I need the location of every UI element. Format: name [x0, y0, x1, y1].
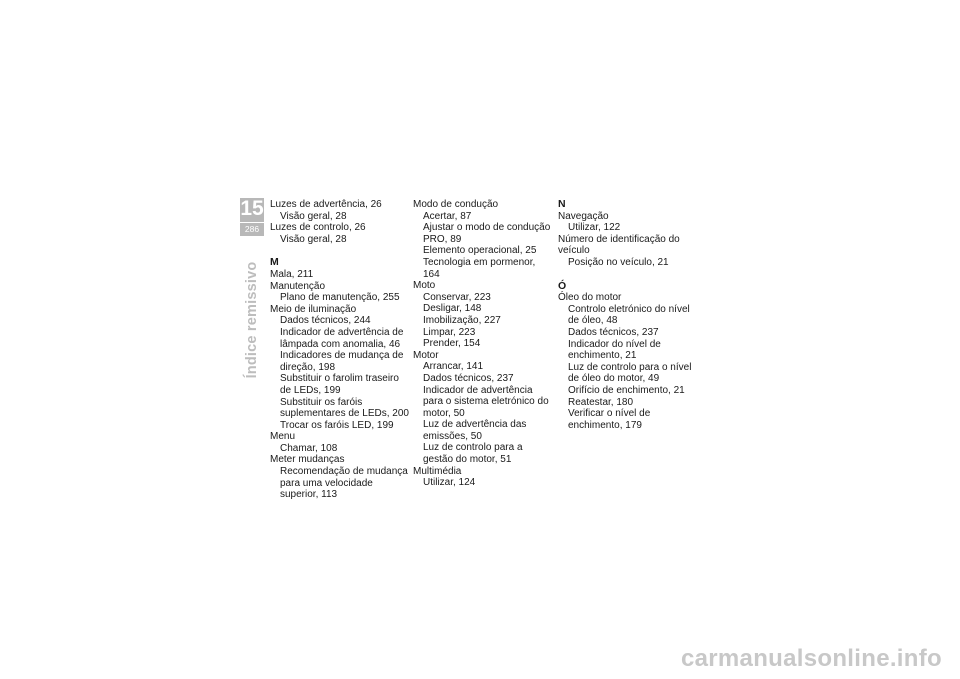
index-subentry: Dados técnicos, 237	[568, 326, 659, 338]
index-entry	[270, 304, 410, 432]
index-subentry: Desligar, 148	[423, 303, 482, 315]
index-subentry: Substituir os faróis suplementares de LEDs, 200	[280, 396, 409, 420]
index-term: Multimédia	[413, 465, 462, 477]
index-subentry: Dados técnicos, 237	[423, 372, 514, 384]
index-subentry: Arrancar, 141	[423, 361, 484, 373]
index-term: Luzes de controlo, 26	[270, 222, 366, 234]
index-subentry: Chamar, 108	[280, 442, 338, 454]
index-entry	[270, 222, 410, 245]
index-subentry: Plano de manutenção, 255	[280, 292, 400, 304]
index-subentry: Indicador de advertência de lâmpada com anomalia, 46	[280, 326, 404, 350]
index-column-3	[558, 199, 698, 431]
index-entry	[270, 431, 410, 454]
chapter-tab-divider	[240, 222, 264, 223]
index-term: Mala, 211	[270, 268, 314, 280]
index-term: Luzes de advertência, 26	[270, 199, 382, 210]
index-subentry: Elemento operacional, 25	[423, 245, 537, 257]
index-subentry: Posição no veículo, 21	[568, 256, 669, 268]
page-number: 286	[244, 224, 260, 234]
index-term: Motor	[413, 349, 439, 361]
index-entry	[413, 350, 553, 466]
index-term: Modo de condução	[413, 199, 499, 210]
index-term: Número de identificação do veículo	[558, 233, 680, 257]
index-term: Meter mudanças	[270, 454, 345, 466]
index-subentry: Luz de controlo para a gestão do motor, 51	[423, 442, 523, 466]
index-column-1	[270, 199, 410, 501]
index-term: Navegação	[558, 210, 609, 222]
index-term: Meio de iluminação	[270, 303, 357, 315]
index-subentry: Controlo eletrónico do nível de óleo, 48	[568, 303, 690, 327]
index-subentry: Imobilização, 227	[423, 314, 501, 326]
index-entry	[558, 234, 698, 269]
index-subentry: Dados técnicos, 244	[280, 315, 371, 327]
index-subentry: Conservar, 223	[423, 291, 491, 303]
index-subentry: Prender, 154	[423, 338, 481, 350]
index-term: Moto	[413, 280, 436, 292]
index-subentry: Tecnologia em pormenor, 164	[423, 256, 536, 280]
index-subentry: Visão geral, 28	[280, 210, 347, 222]
index-entry	[558, 292, 698, 431]
index-term: Menu	[270, 431, 296, 443]
index-entry	[270, 281, 410, 304]
index-subentry: Limpar, 223	[423, 326, 476, 338]
index-subentry: Indicadores de mudança de direção, 198	[280, 350, 404, 373]
index-subentry: Substituir o farolim traseiro de LEDs, 199	[280, 373, 399, 396]
index-term: Óleo do motor	[558, 292, 622, 304]
index-subentry: Verificar o nível de enchimento, 179	[568, 408, 651, 431]
index-entry	[413, 199, 553, 280]
index-column-2	[413, 199, 553, 489]
index-subentry: Utilizar, 124	[423, 477, 476, 489]
index-subentry: Ajustar o modo de condução PRO, 89	[423, 222, 551, 245]
index-entry	[270, 199, 410, 222]
chapter-number: 15	[240, 197, 264, 220]
chapter-tab	[240, 198, 264, 236]
index-subentry: Acertar, 87	[423, 210, 472, 222]
index-subentry: Recomendação de mudança para uma velocidade superior, 113	[280, 466, 408, 501]
index-subentry: Luz de advertência das emissões, 50	[423, 419, 527, 442]
section-title: Índice remissivo	[244, 261, 260, 379]
index-entry	[413, 466, 553, 489]
index-subentry: Indicador de advertência para o sistema eletrónico do motor, 50	[423, 384, 549, 419]
index-subentry: Utilizar, 122	[568, 222, 621, 234]
index-subentry: Visão geral, 28	[280, 233, 347, 245]
index-subentry: Trocar os faróis LED, 199	[280, 419, 394, 431]
index-letter-heading: Ó	[558, 279, 567, 292]
index-subentry: Reatestar, 180	[568, 396, 634, 408]
watermark: carmanualsonline.info	[680, 645, 942, 672]
index-entry	[413, 280, 553, 350]
index-entry	[270, 269, 410, 281]
index-subentry: Orifício de enchimento, 21	[568, 384, 685, 396]
index-letter-heading: M	[270, 256, 279, 269]
index-entry	[558, 211, 698, 234]
index-letter-heading: N	[558, 198, 566, 210]
index-subentry: Luz de controlo para o nível de óleo do motor, 49	[568, 361, 692, 385]
index-subentry: Indicador do nível de enchimento, 21	[568, 338, 661, 362]
index-entry	[270, 454, 410, 500]
index-term: Manutenção	[270, 280, 326, 292]
